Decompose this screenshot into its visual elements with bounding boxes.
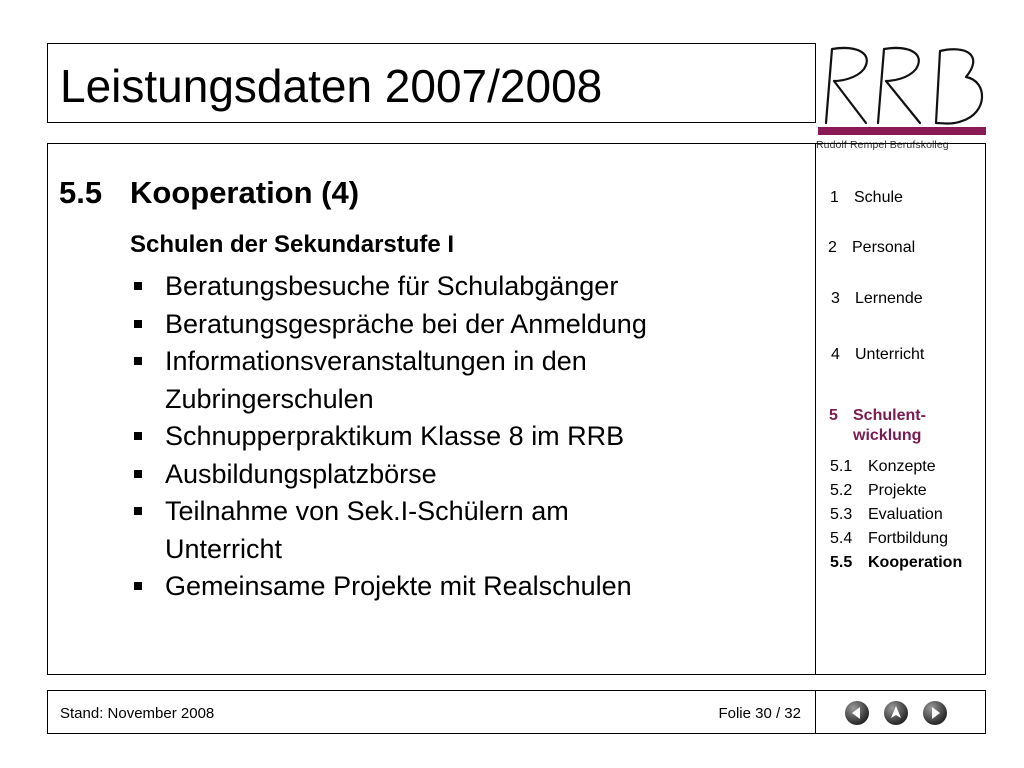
list-item: Beratungsgespräche bei der Anmeldung bbox=[130, 306, 810, 344]
list-item: Ausbildungsplatzbörse bbox=[130, 456, 810, 494]
logo-subtitle: Rudolf Rempel Berufskolleg bbox=[816, 139, 949, 151]
nav-item-unterricht[interactable]: 4 Unterricht bbox=[831, 346, 925, 363]
page-title: Leistungsdaten 2007/2008 bbox=[60, 60, 603, 112]
content-panel bbox=[47, 143, 816, 675]
footer-date: Stand: November 2008 bbox=[60, 705, 215, 722]
rrb-logo-icon bbox=[816, 43, 986, 139]
home-button[interactable] bbox=[884, 701, 908, 725]
home-icon bbox=[884, 701, 908, 725]
nav-subitem-evaluation[interactable]: 5.3 Evaluation bbox=[830, 506, 943, 523]
bullet-square-icon bbox=[134, 320, 142, 328]
list-item: Schnupperpraktikum Klasse 8 im RRB bbox=[130, 418, 810, 456]
list-item: Teilnahme von Sek.I-Schülern am Unterricht bbox=[130, 493, 685, 568]
bullet-square-icon bbox=[134, 507, 142, 515]
nav-item-schule[interactable]: 1 Schule bbox=[830, 189, 903, 206]
logo bbox=[816, 43, 986, 155]
bullet-square-icon bbox=[134, 357, 142, 365]
bullet-square-icon bbox=[134, 282, 142, 290]
nav-subitem-fortbildung[interactable]: 5.4 Fortbildung bbox=[830, 530, 949, 547]
list-item: Beratungsbesuche für Schulabgänger bbox=[130, 268, 810, 306]
nav-subitem-projekte[interactable]: 5.2 Projekte bbox=[830, 482, 927, 499]
list-item: Informationsveranstaltungen in den Zubringerschulen bbox=[130, 343, 685, 418]
back-button[interactable] bbox=[845, 701, 869, 725]
list-item: Gemeinsame Projekte mit Realschulen bbox=[130, 568, 810, 606]
footer-navigation bbox=[815, 690, 986, 734]
subheading: Schulen der Sekundarstufe I bbox=[130, 231, 455, 258]
nav-item-personal[interactable]: 2 Personal bbox=[828, 239, 916, 256]
slide-counter: Folie 30 / 32 bbox=[718, 705, 801, 722]
bullet-list bbox=[130, 268, 810, 606]
nav-item-lernende[interactable]: 3 Lernende bbox=[831, 290, 923, 307]
bullet-square-icon bbox=[134, 582, 142, 590]
title-box bbox=[47, 43, 816, 123]
forward-button[interactable] bbox=[923, 701, 947, 725]
section-title: Kooperation (4) bbox=[130, 175, 360, 210]
back-icon bbox=[845, 701, 869, 725]
nav-panel bbox=[815, 143, 986, 675]
forward-icon bbox=[923, 701, 947, 725]
bullet-square-icon bbox=[134, 470, 142, 478]
bullet-square-icon bbox=[134, 432, 142, 440]
footer bbox=[47, 690, 816, 734]
section-number: 5.5 bbox=[59, 175, 103, 210]
nav-subitem-kooperation[interactable]: 5.5 Kooperation bbox=[830, 554, 963, 571]
nav-item-schulentwicklung[interactable]: 5 Schulent- wicklung bbox=[829, 407, 926, 444]
nav-subitem-konzepte[interactable]: 5.1 Konzepte bbox=[830, 458, 936, 475]
